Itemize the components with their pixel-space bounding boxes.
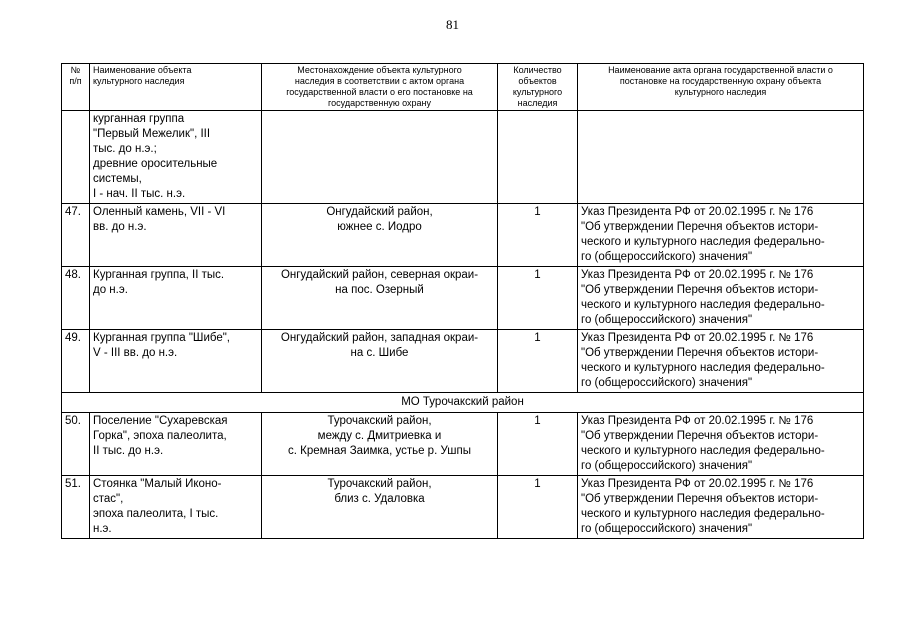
cell-protection-act: Указ Президента РФ от 20.02.1995 г. № 176 "Об утверждении Перечня объектов истори- ческого и культурного наследия федерально- го (общероссийского) значения" xyxy=(578,204,864,267)
cell-object-name: Стоянка "Малый Иконо- стас", эпоха палеолита, I тыс. н.э. xyxy=(90,476,262,539)
section-row xyxy=(62,393,864,413)
table-row-continuation xyxy=(62,111,864,204)
cell-protection-act: Указ Президента РФ от 20.02.1995 г. № 176 "Об утверждении Перечня объектов истори- ческого и культурного наследия федерально- го (общероссийского) значения" xyxy=(578,476,864,539)
cell-quantity: 1 xyxy=(498,267,578,330)
cell-object-name: курганная группа "Первый Межелик", III тыс. до н.э.; древние оросительные системы, I - нач. II тыс. н.э. xyxy=(90,111,262,204)
table-row xyxy=(62,330,864,393)
page-number: 81 xyxy=(446,17,459,32)
cell-object-name: Курганная группа "Шибе", V - III вв. до н.э. xyxy=(90,330,262,393)
header-number: № п/п xyxy=(62,64,90,111)
header-protection-act: Наименование акта органа государственной власти о постановке на государственную охрану объекта культурного наследия xyxy=(578,64,864,111)
cell-quantity: 1 xyxy=(498,330,578,393)
header-location: Местонахождение объекта культурного наследия в соответствии с актом органа государственной власти о его постановке на государственную охрану xyxy=(262,64,498,111)
table-row xyxy=(62,204,864,267)
section-title: МО Турочакский район xyxy=(62,393,864,413)
table-row xyxy=(62,413,864,476)
header-quantity: Количество объектов культурного наследия xyxy=(498,64,578,111)
cell-location: Онгудайский район, западная окраи- на с. Шибе xyxy=(262,330,498,393)
cell-number: 50. xyxy=(62,413,90,476)
cell-object-name: Поселение "Сухаревская Горка", эпоха палеолита, II тыс. до н.э. xyxy=(90,413,262,476)
cell-location: Турочакский район, между с. Дмитриевка и с. Кремная Заимка, устье р. Ушпы xyxy=(262,413,498,476)
header-row xyxy=(62,64,864,111)
cell-number: 48. xyxy=(62,267,90,330)
table-body xyxy=(62,111,864,539)
cell-location xyxy=(262,111,498,204)
table-row xyxy=(62,476,864,539)
table-row xyxy=(62,267,864,330)
cell-location: Онгудайский район, южнее с. Иодро xyxy=(262,204,498,267)
cell-protection-act: Указ Президента РФ от 20.02.1995 г. № 176 "Об утверждении Перечня объектов истори- ческого и культурного наследия федерально- го (общероссийского) значения" xyxy=(578,413,864,476)
header-object-name: Наименование объекта культурного наследия xyxy=(90,64,262,111)
cell-quantity xyxy=(498,111,578,204)
cell-number: 49. xyxy=(62,330,90,393)
cell-object-name: Курганная группа, II тыс. до н.э. xyxy=(90,267,262,330)
cell-protection-act xyxy=(578,111,864,204)
cell-number xyxy=(62,111,90,204)
cell-protection-act: Указ Президента РФ от 20.02.1995 г. № 176 "Об утверждении Перечня объектов истори- ческого и культурного наследия федерально- го (общероссийского) значения" xyxy=(578,330,864,393)
table-header xyxy=(62,64,864,111)
cell-protection-act: Указ Президента РФ от 20.02.1995 г. № 176 "Об утверждении Перечня объектов истори- ческого и культурного наследия федерально- го (общероссийского) значения" xyxy=(578,267,864,330)
cell-location: Турочакский район, близ с. Удаловка xyxy=(262,476,498,539)
cell-quantity: 1 xyxy=(498,476,578,539)
cell-quantity: 1 xyxy=(498,204,578,267)
cell-number: 51. xyxy=(62,476,90,539)
heritage-registry-table xyxy=(61,63,864,539)
cell-object-name: Оленный камень, VII - VI вв. до н.э. xyxy=(90,204,262,267)
cell-quantity: 1 xyxy=(498,413,578,476)
cell-number: 47. xyxy=(62,204,90,267)
cell-location: Онгудайский район, северная окраи- на пос. Озерный xyxy=(262,267,498,330)
